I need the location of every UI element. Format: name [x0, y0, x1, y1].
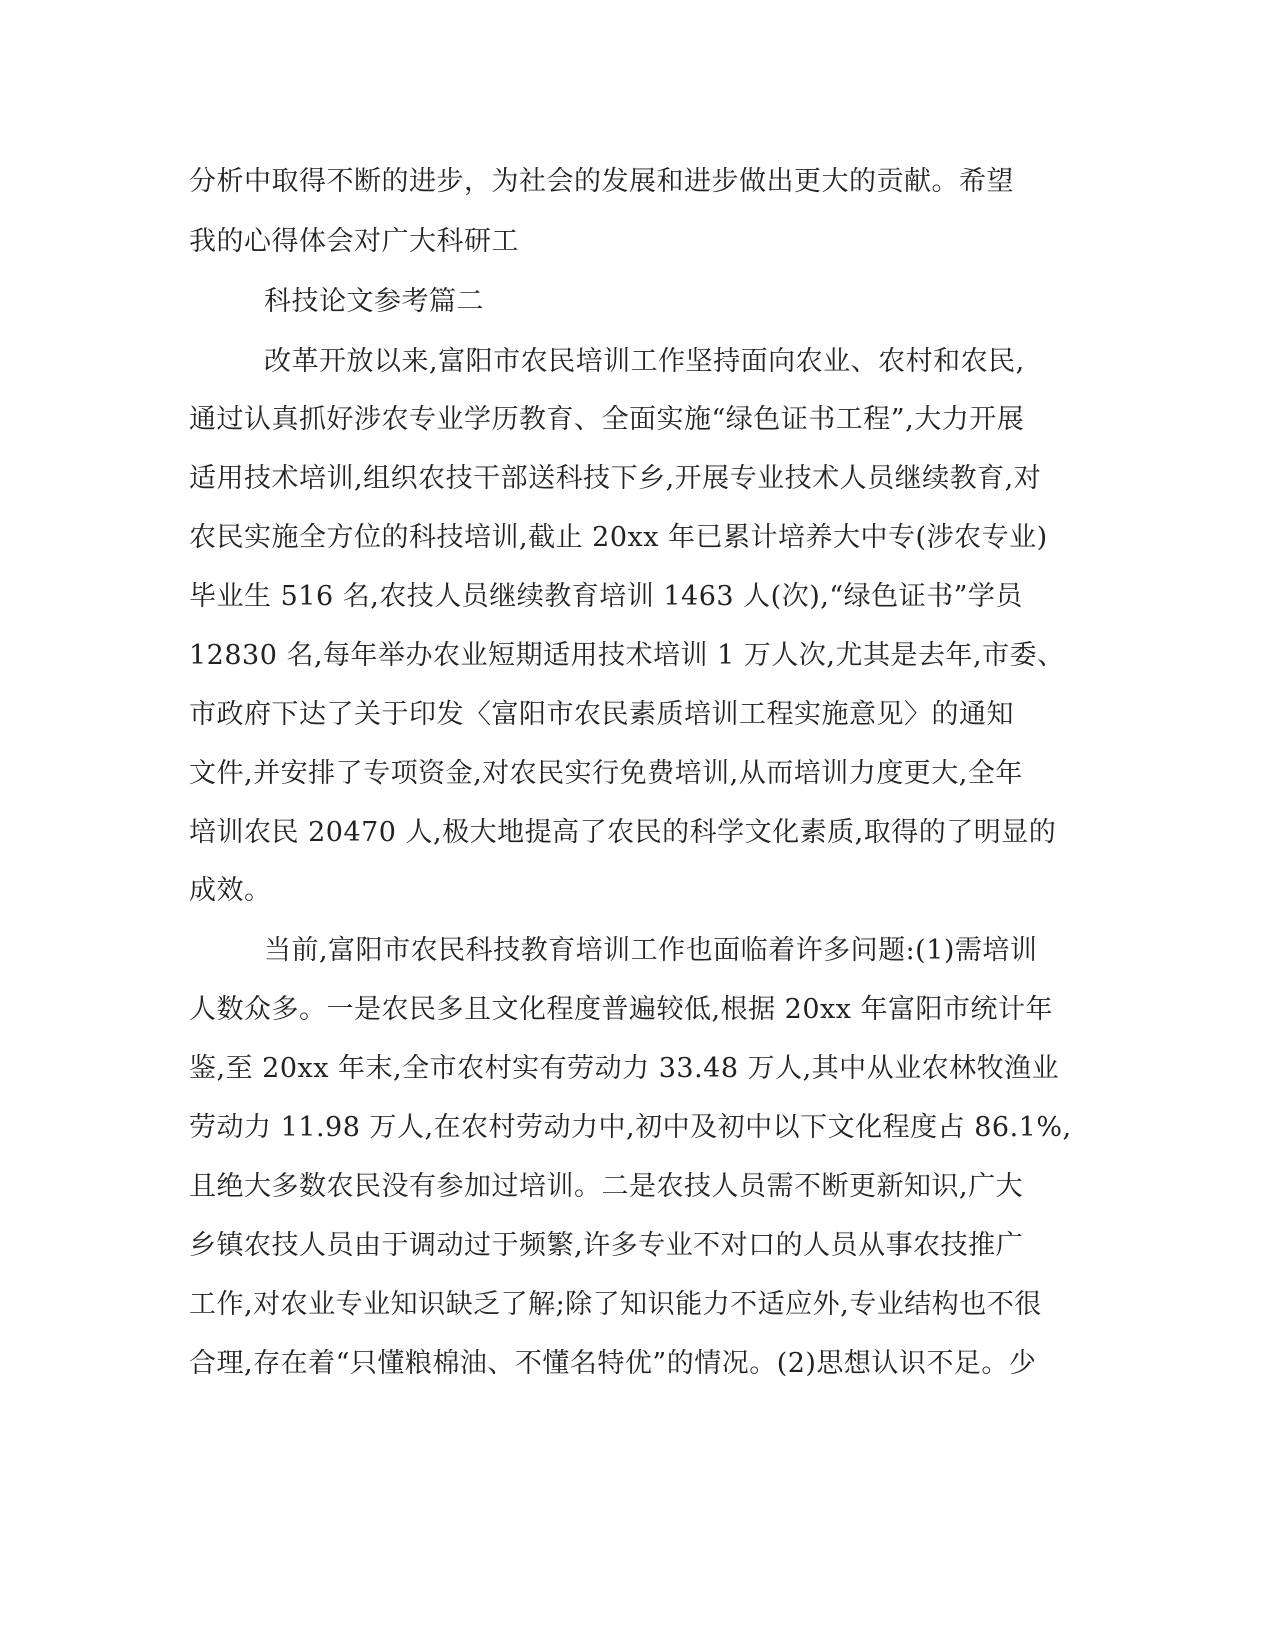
text-line: 通过认真抓好涉农专业学历教育、全面实施“绿色证书工程”,大力开展: [189, 404, 1025, 435]
text-line: 12830 名,每年举办农业短期适用技术培训 1 万人次,尤其是去年,市委、: [189, 640, 1065, 671]
text-line: 市政府下达了关于印发〈富阳市农民素质培训工程实施意见〉的通知: [189, 699, 1014, 730]
text-line: 劳动力 11.98 万人,在农村劳动力中,初中及初中以下文化程度占 86.1%,: [189, 1112, 1072, 1143]
text-line: 农民实施全方位的科技培训,截止 20xx 年已累计培养大中专(涉农专业): [189, 522, 1048, 553]
text-line: 且绝大多数农民没有参加过培训。二是农技人员需不断更新知识,广大: [189, 1171, 1024, 1202]
text-line: 适用技术培训,组织农技干部送科技下乡,开展专业技术人员继续教育,对: [189, 463, 1042, 494]
text-line: 我的心得体会对广大科研工: [189, 226, 519, 257]
text-line: 工作,对农业专业知识缺乏了解;除了知识能力不适应外,专业结构也不很: [189, 1289, 1042, 1320]
text-line: 毕业生 516 名,农技人员继续教育培训 1463 人(次),“绿色证书”学员: [189, 581, 1023, 612]
text-line: 分析中取得不断的进步，为社会的发展和进步做出更大的贡献。希望: [189, 166, 1014, 197]
text-line: 培训农民 20470 人,极大地提高了农民的科学文化素质,取得的了明显的: [189, 817, 1057, 848]
section-heading: 科技论文参考篇二: [264, 286, 484, 317]
text-line: 乡镇农技人员由于调动过于频繁,许多专业不对口的人员从事农技推广: [189, 1230, 1024, 1261]
text-line: 当前,富阳市农民科技教育培训工作也面临着许多问题:(1)需培训: [264, 935, 1038, 966]
text-line: 人数众多。一是农民多且文化程度普遍较低,根据 20xx 年富阳市统计年: [189, 994, 1054, 1025]
text-line: 文件,并安排了专项资金,对农民实行免费培训,从而培训力度更大,全年: [189, 758, 1023, 789]
text-line: 鉴,至 20xx 年末,全市农村实有劳动力 33.48 万人,其中从业农林牧渔业: [189, 1053, 1060, 1084]
text-line: 合理,存在着“只懂粮棉油、不懂名特优”的情况。(2)思想认识不足。少: [189, 1348, 1037, 1379]
text-line: 成效。: [189, 875, 272, 906]
text-line: 改革开放以来,富阳市农民培训工作坚持面向农业、农村和农民,: [264, 346, 1025, 377]
